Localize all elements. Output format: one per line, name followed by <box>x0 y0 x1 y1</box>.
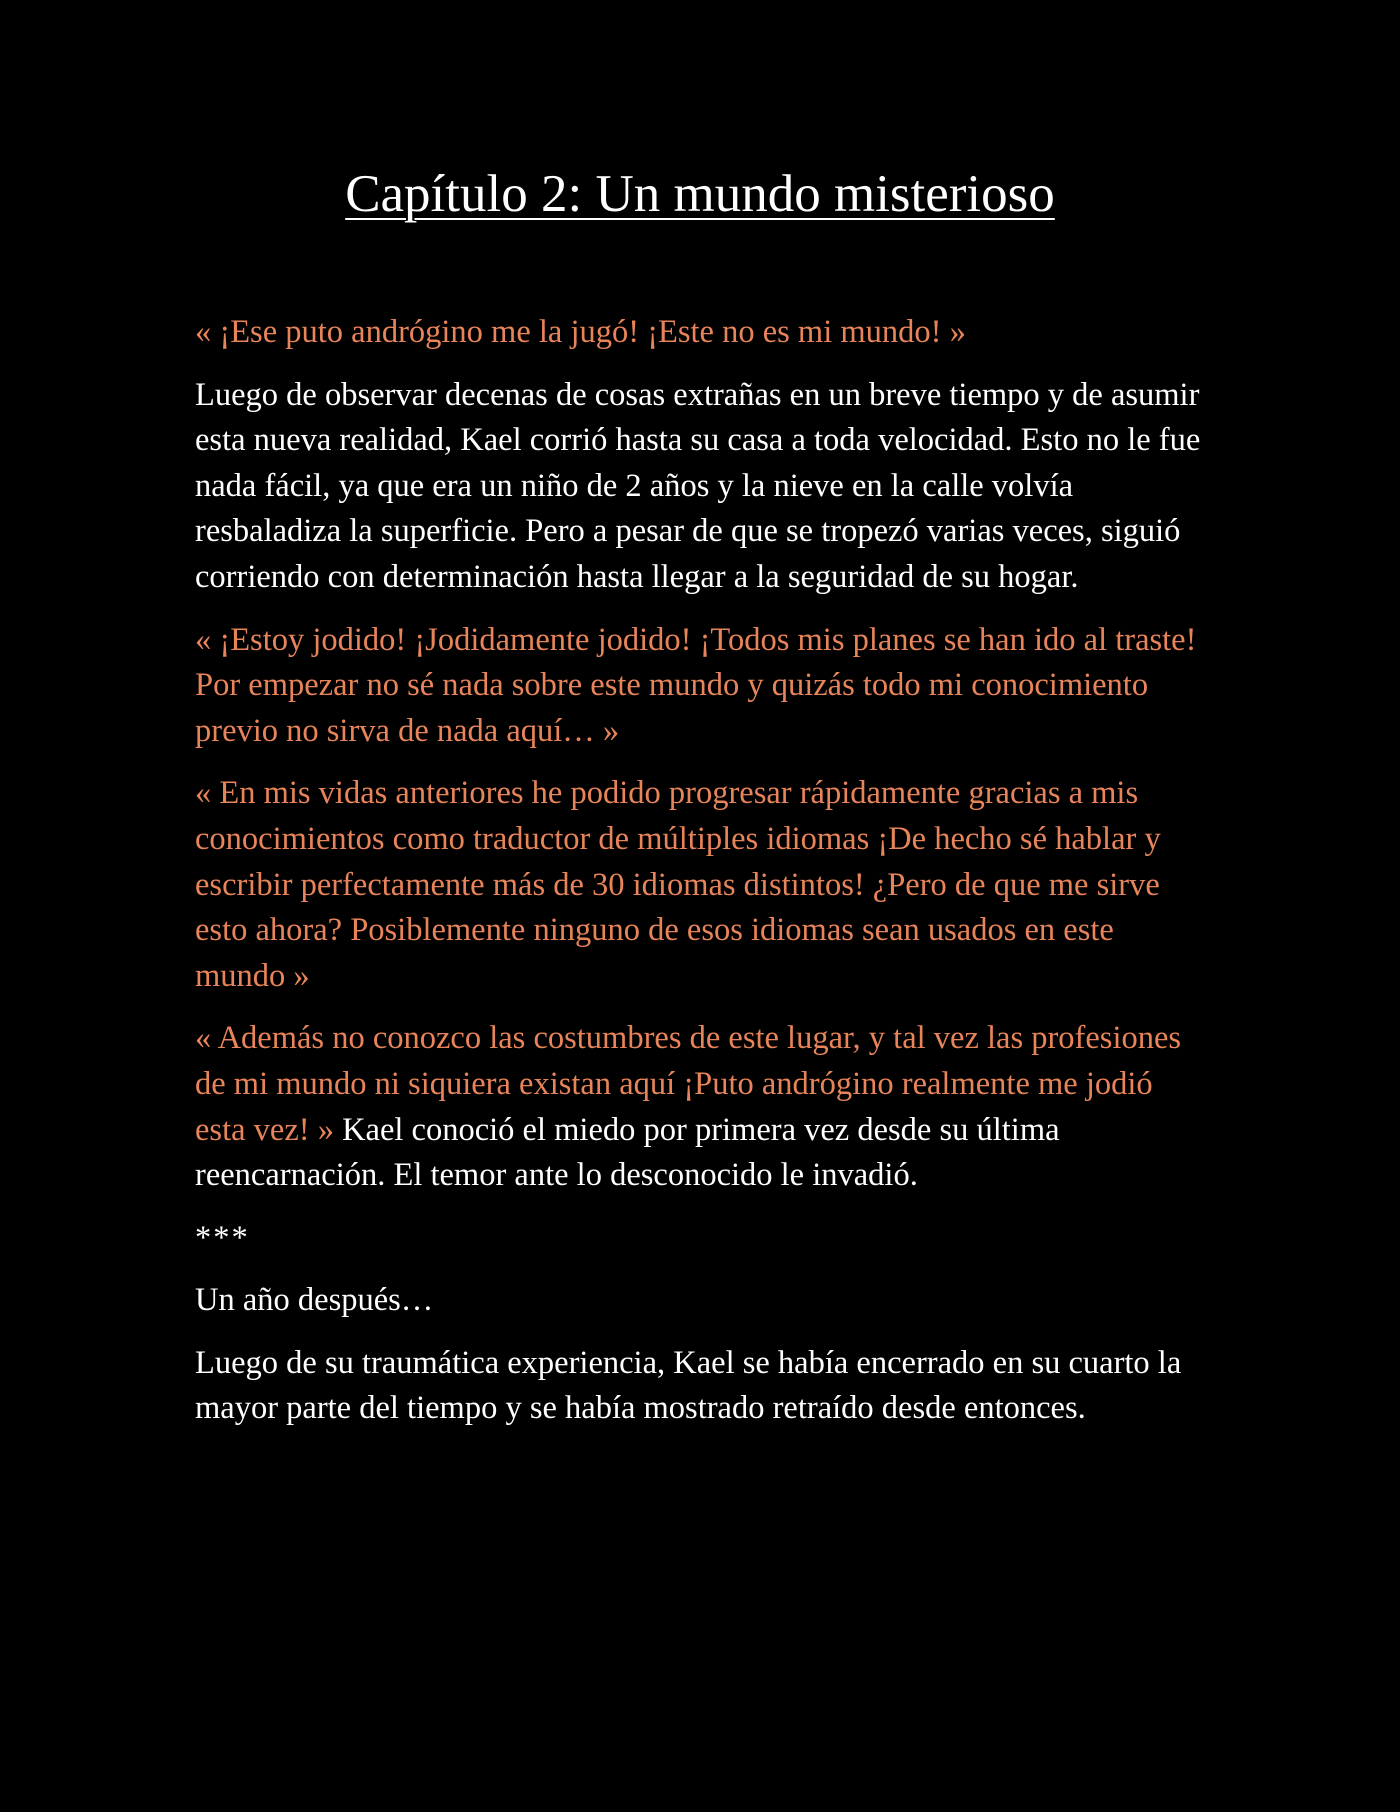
mixed-paragraph <box>195 1016 1205 1198</box>
dialogue-text: « Además no conozco las costumbres de este lugar, y tal vez las profesiones de mi mundo ni siquiera existan aquí ¡Puto andrógino realmente me jodió esta vez! » <box>195 1020 1182 1148</box>
chapter-body <box>195 310 1205 1449</box>
time-skip-line: Un año después… <box>195 1282 434 1319</box>
dialogue-paragraph: « ¡Ese puto andrógino me la jugó! ¡Este no es mi mundo! » <box>195 314 966 350</box>
scene-separator: *** <box>195 1219 250 1256</box>
narration-text: Kael conoció el miedo por primera vez desde su última reencarnación. El temor ante lo desconocido le invadió. <box>195 1111 1060 1194</box>
dialogue-paragraph: « ¡Estoy jodido! ¡Jodidamente jodido! ¡Todos mis planes se han ido al traste! Por empezar no sé nada sobre este mundo y quizás todo mi conocimiento previo no sirva de nada aquí… » <box>195 621 1197 749</box>
narration-paragraph: Luego de observar decenas de cosas extrañas en un breve tiempo y de asumir esta nueva realidad, Kael corrió hasta su casa a toda velocidad. Esto no le fue nada fácil, ya que era un niño de 2 años y la nieve en la calle volvía resbaladiza la superficie. Pero a pesar de que se tropezó varias veces, siguió corriendo con determinación hasta llegar a la seguridad de su hogar. <box>195 376 1201 595</box>
narration-paragraph: Luego de su traumática experiencia, Kael se había encerrado en su cuarto la mayor parte del tiempo y se había mostrado retraído desde entonces. <box>195 1344 1182 1427</box>
chapter-title: Capítulo 2: Un mundo misterioso <box>345 165 1055 223</box>
dialogue-paragraph: « En mis vidas anteriores he podido progresar rápidamente gracias a mis conocimientos como traductor de múltiples idiomas ¡De hecho sé hablar y escribir perfectamente más de 30 idiomas distintos! ¿Pero de que me sirve esto ahora? Posiblemente ninguno de esos idiomas sean usados en este mundo » <box>195 775 1161 994</box>
